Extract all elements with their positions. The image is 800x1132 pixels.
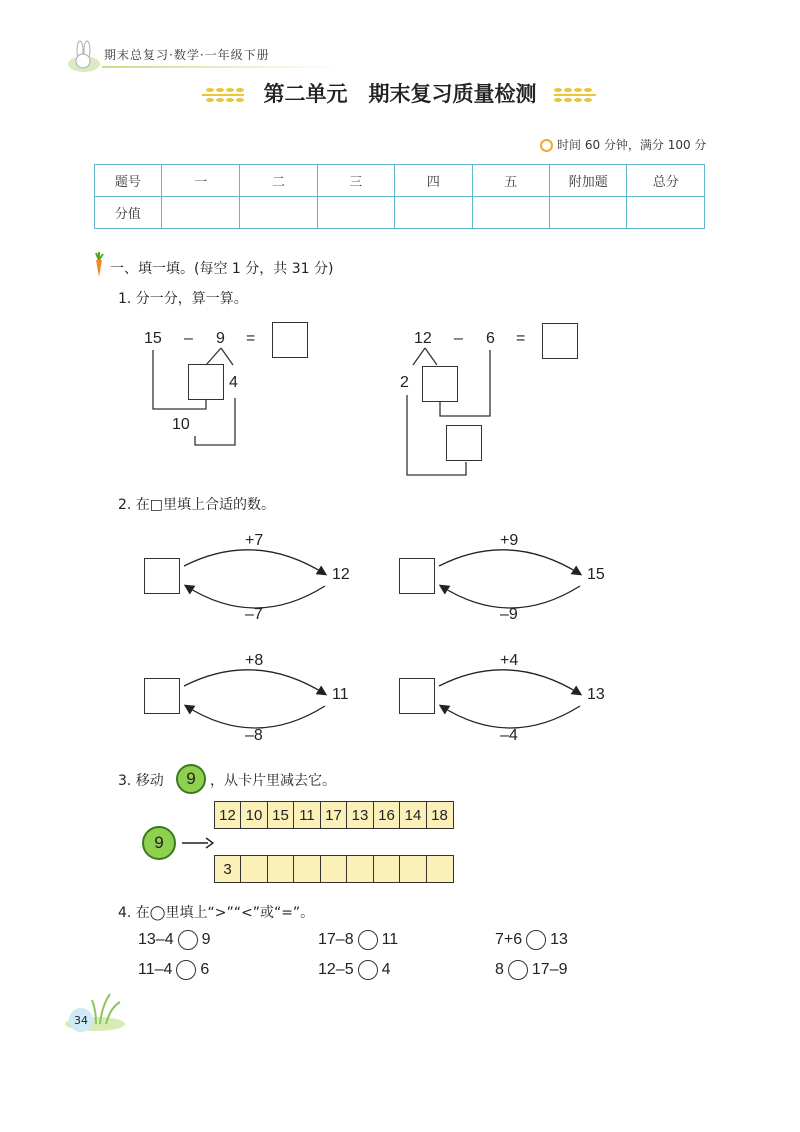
q2-target: 11 [332, 686, 349, 703]
q4-right-expr: 4 [381, 961, 391, 978]
q1-right-operator: – [454, 330, 463, 347]
question-3-label-post: ，从卡片里减去它。 [210, 773, 336, 789]
q1-right-answer-box[interactable] [542, 323, 578, 359]
q4-comparison [495, 960, 568, 980]
q2-plus-label: +7 [245, 532, 264, 549]
q2-answer-box[interactable] [144, 678, 180, 714]
table-cell: 五 [472, 165, 549, 197]
card: 18 [426, 801, 454, 829]
q4-left-expr: 17–8 [318, 931, 354, 948]
table-cell[interactable] [550, 197, 627, 229]
q4-comparison [138, 930, 211, 950]
q1-right-subtrahend: 6 [486, 330, 495, 347]
card: 3 [214, 855, 242, 883]
q2-minus-label: –8 [245, 727, 263, 744]
answer-card[interactable] [346, 855, 374, 883]
card: 12 [214, 801, 242, 829]
card: 14 [399, 801, 427, 829]
q4-answer-circle[interactable] [526, 930, 546, 950]
answer-card[interactable] [373, 855, 401, 883]
q4-answer-circle[interactable] [358, 960, 378, 980]
card: 16 [373, 801, 401, 829]
q3-mover-circle-icon[interactable]: 9 [142, 826, 176, 860]
q1-left-minuend: 15 [144, 330, 162, 347]
q2-plus-label: +8 [245, 652, 264, 669]
table-cell: 一 [161, 165, 239, 197]
table-cell: 三 [317, 165, 394, 197]
q4-right-expr: 17–9 [531, 961, 568, 978]
score-table [94, 164, 705, 229]
q4-comparison [138, 960, 209, 980]
table-cell[interactable] [627, 197, 705, 229]
table-cell[interactable] [395, 197, 472, 229]
wheat-right-icon [552, 84, 598, 106]
q2-minus-label: –9 [500, 606, 518, 623]
q4-comparison [318, 930, 398, 950]
q4-left-expr: 12–5 [318, 961, 354, 978]
time-note-text: 时间 60 分钟，满分 100 分 [557, 138, 707, 152]
card: 17 [320, 801, 348, 829]
question-4-label: 4. 在◯里填上“>”“<”或“=”。 [118, 905, 315, 921]
q1-right-split-number: 2 [400, 374, 409, 391]
score-table-header-row [95, 165, 705, 197]
q1-right-connectors [400, 340, 510, 480]
table-cell: 二 [240, 165, 317, 197]
card: 10 [240, 801, 268, 829]
q2-answer-box[interactable] [144, 558, 180, 594]
q2-target: 15 [587, 566, 605, 583]
q4-left-expr: 11–4 [138, 961, 173, 978]
table-cell: 题号 [95, 165, 162, 197]
q4-answer-circle[interactable] [176, 960, 196, 980]
q3-bottom-cards [215, 855, 454, 883]
answer-card[interactable] [320, 855, 348, 883]
q4-answer-circle[interactable] [178, 930, 198, 950]
series-title: 期末总复习·数学·一年级下册 [104, 48, 270, 62]
q2-plus-label: +9 [500, 532, 519, 549]
card: 13 [346, 801, 374, 829]
q4-comparison [495, 930, 568, 950]
table-cell[interactable] [240, 197, 317, 229]
clock-icon [540, 139, 553, 152]
q4-comparison [318, 960, 391, 980]
question-1-label: 1. 分一分，算一算。 [118, 291, 248, 307]
q4-answer-circle[interactable] [358, 930, 378, 950]
q1-right-equals: = [516, 330, 526, 347]
time-note [540, 136, 706, 153]
q4-right-expr: 13 [550, 931, 568, 948]
answer-card[interactable] [399, 855, 427, 883]
q4-right-expr: 9 [201, 931, 211, 948]
q2-target: 13 [587, 686, 605, 703]
q1-left-equals: = [246, 330, 256, 347]
card: 11 [293, 801, 321, 829]
section-heading: 一、填一填。(每空 1 分，共 31 分) [110, 261, 334, 277]
table-cell[interactable] [317, 197, 394, 229]
table-cell[interactable] [472, 197, 549, 229]
q1-left-subtrahend: 9 [216, 330, 225, 347]
table-cell[interactable] [161, 197, 239, 229]
q4-left-expr: 13–4 [138, 931, 174, 948]
card: 15 [267, 801, 295, 829]
answer-card[interactable] [267, 855, 295, 883]
q2-answer-box[interactable] [399, 558, 435, 594]
q2-minus-label: –7 [245, 606, 263, 623]
q4-left-expr: 7+6 [495, 931, 523, 948]
q1-left-operator: – [184, 330, 193, 347]
table-cell: 四 [395, 165, 472, 197]
q4-answer-circle[interactable] [508, 960, 528, 980]
answer-card[interactable] [240, 855, 268, 883]
q3-top-cards [215, 801, 454, 829]
table-cell: 总分 [627, 165, 705, 197]
q4-right-expr: 6 [200, 961, 210, 978]
table-cell: 分值 [95, 197, 162, 229]
q4-right-expr: 11 [381, 931, 399, 948]
right-arrow-icon [180, 836, 214, 850]
header-divider [102, 66, 342, 68]
question-2-label: 2. 在□里填上合适的数。 [118, 497, 276, 513]
page-number: 34 [69, 1008, 93, 1032]
rabbit-icon [62, 40, 106, 74]
score-table-value-row [95, 197, 705, 229]
q2-target: 12 [332, 566, 350, 583]
q4-left-expr: 8 [495, 961, 504, 978]
q2-minus-label: –4 [500, 727, 518, 744]
carrot-icon [92, 252, 106, 278]
q1-right-minuend: 12 [414, 330, 432, 347]
q2-plus-label: +4 [500, 652, 519, 669]
q1-left-answer-box[interactable] [272, 322, 308, 358]
table-cell: 附加题 [550, 165, 627, 197]
q3-circle-icon: 9 [176, 764, 206, 794]
page-title: 第二单元 期末复习质量检测 [263, 82, 537, 106]
q2-answer-box[interactable] [399, 678, 435, 714]
question-3-label-pre: 3. 移动 [118, 773, 164, 789]
answer-card[interactable] [426, 855, 454, 883]
q1-left-split-number: 4 [229, 374, 238, 391]
q1-left-partial: 10 [172, 416, 190, 433]
q1-left-connectors [140, 340, 250, 450]
answer-card[interactable] [293, 855, 321, 883]
